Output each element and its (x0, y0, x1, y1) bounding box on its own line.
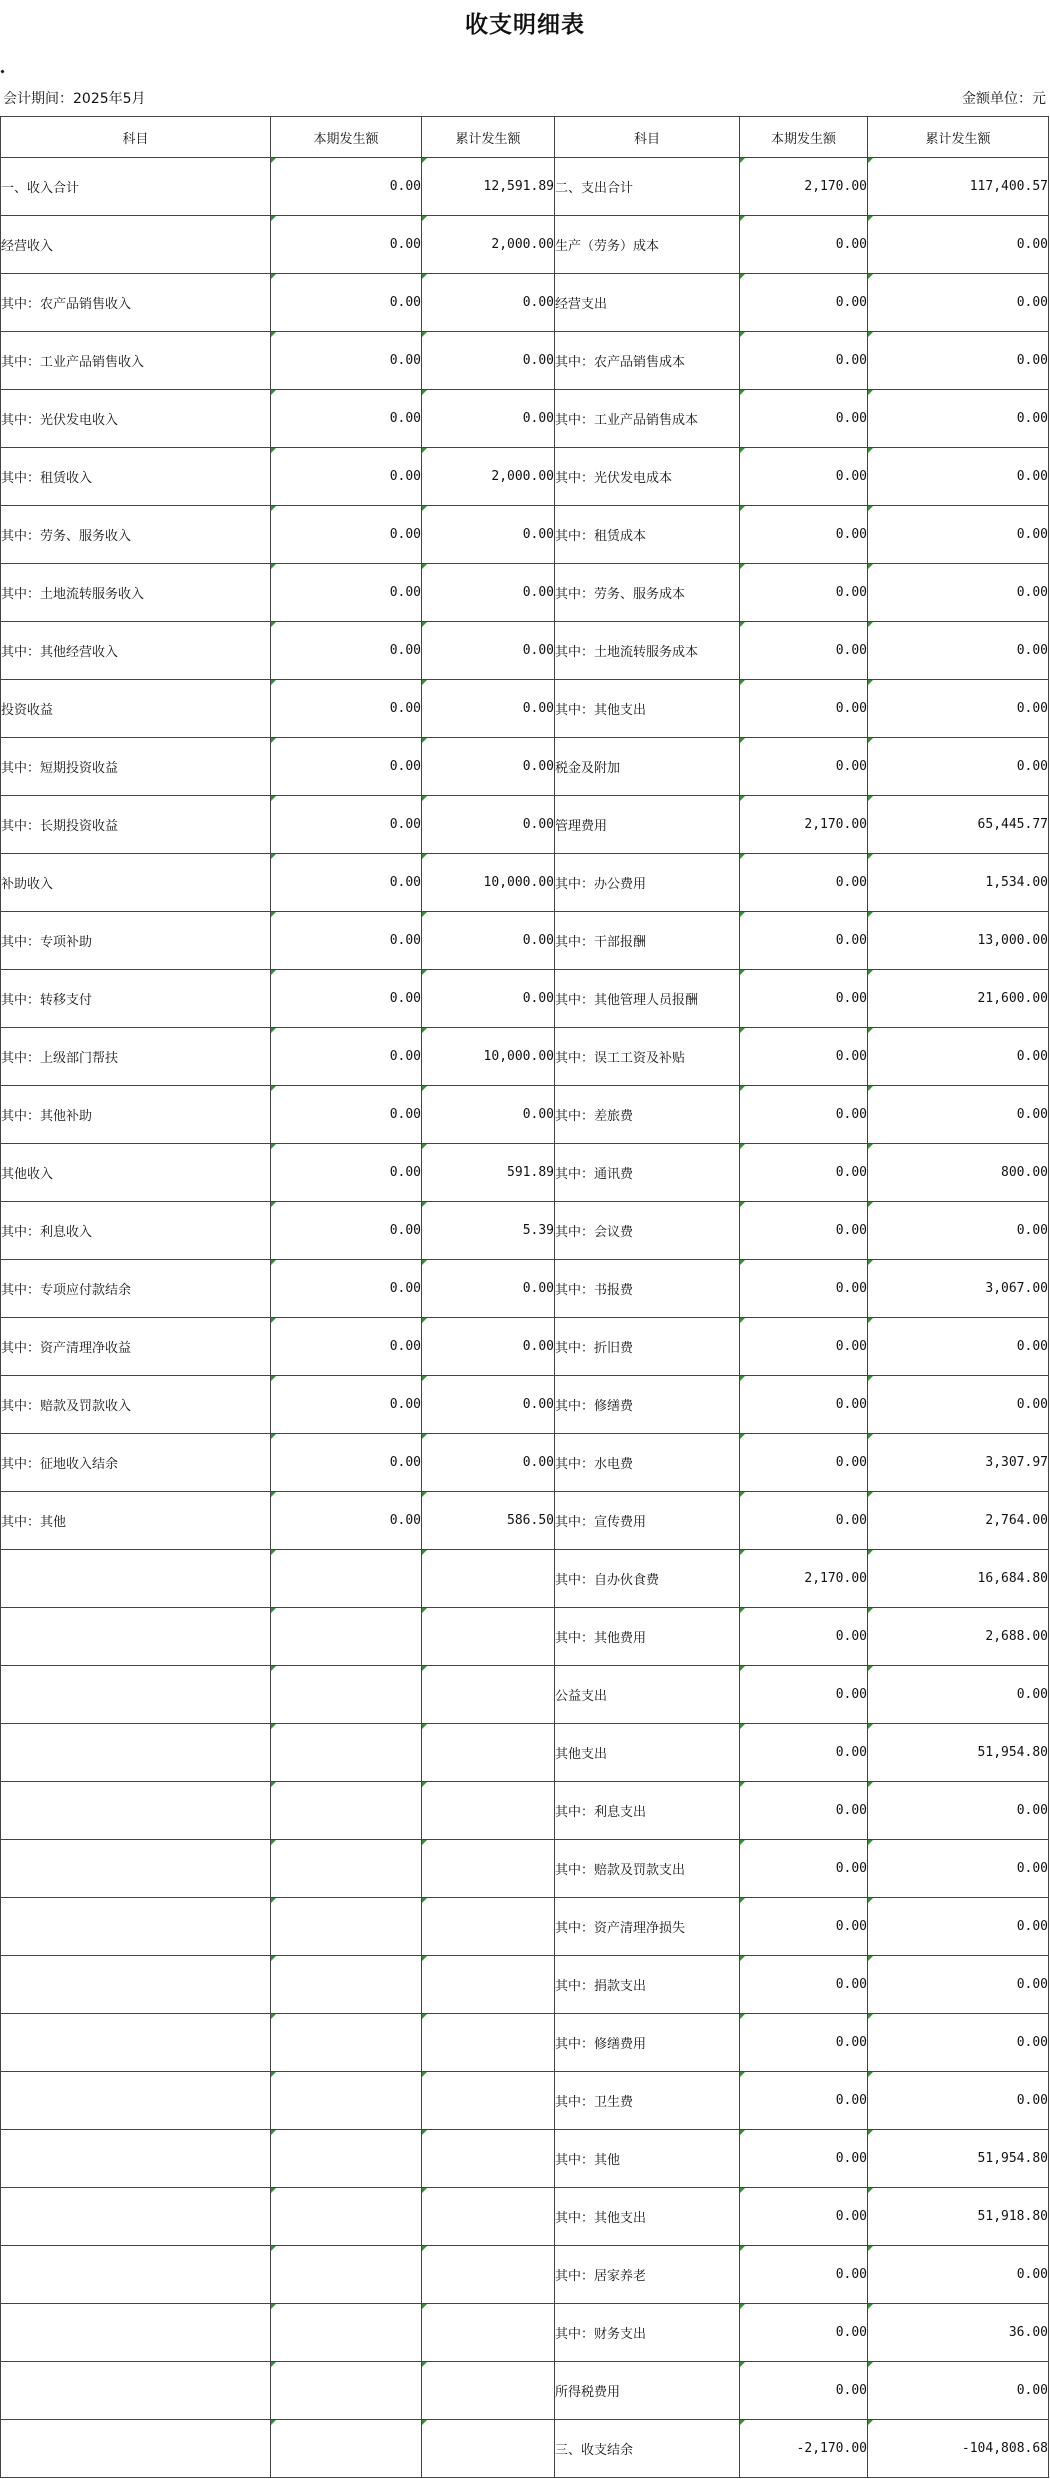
expense-current-amount: 0.00 (740, 680, 868, 738)
income-subject (1, 1724, 271, 1782)
expense-subject: 其中：赔款及罚款支出 (555, 1840, 740, 1898)
income-expense-table (0, 116, 1049, 2478)
income-subject: 其中：其他 (1, 1492, 271, 1550)
income-subject: 其中：上级部门帮扶 (1, 1028, 271, 1086)
expense-subject: 其中：利息支出 (555, 1782, 740, 1840)
income-subject: 其中：转移支付 (1, 970, 271, 1028)
expense-subject: 其中：其他支出 (555, 2188, 740, 2246)
table-row (1, 390, 1049, 448)
expense-subject: 其中：自办伙食费 (555, 1550, 740, 1608)
expense-current-amount: 0.00 (740, 1318, 868, 1376)
income-current-amount: 0.00 (271, 912, 422, 970)
expense-subject: 其中：水电费 (555, 1434, 740, 1492)
expense-current-amount: 0.00 (740, 2362, 868, 2420)
expense-current-amount: 2,170.00 (740, 1550, 868, 1608)
income-cumulative-amount: 0.00 (422, 1086, 555, 1144)
expense-cumulative-amount: 36.00 (868, 2304, 1049, 2362)
expense-subject: 其中：差旅费 (555, 1086, 740, 1144)
expense-current-amount: 0.00 (740, 738, 868, 796)
expense-cumulative-amount: 800.00 (868, 1144, 1049, 1202)
income-cumulative-amount (422, 2014, 555, 2072)
expense-current-amount: 0.00 (740, 2130, 868, 2188)
income-subject (1, 1608, 271, 1666)
expense-current-amount: 0.00 (740, 1782, 868, 1840)
expense-subject: 其中：租赁成本 (555, 506, 740, 564)
income-subject: 补助收入 (1, 854, 271, 912)
income-cumulative-amount: 0.00 (422, 738, 555, 796)
header-current-left: 本期发生额 (271, 117, 422, 158)
income-subject (1, 2188, 271, 2246)
table-row (1, 680, 1049, 738)
income-current-amount (271, 2014, 422, 2072)
expense-current-amount: 0.00 (740, 1492, 868, 1550)
income-cumulative-amount: 10,000.00 (422, 1028, 555, 1086)
expense-subject: 其中：工业产品销售成本 (555, 390, 740, 448)
expense-subject: 其中：干部报酬 (555, 912, 740, 970)
expense-current-amount: 0.00 (740, 1956, 868, 2014)
income-current-amount: 0.00 (271, 738, 422, 796)
expense-cumulative-amount: 0.00 (868, 1028, 1049, 1086)
income-cumulative-amount (422, 1782, 555, 1840)
expense-subject: 其中：通讯费 (555, 1144, 740, 1202)
income-current-amount: 0.00 (271, 680, 422, 738)
expense-cumulative-amount: 0.00 (868, 1956, 1049, 2014)
expense-cumulative-amount: 0.00 (868, 216, 1049, 274)
table-body (1, 158, 1049, 2478)
income-cumulative-amount (422, 2130, 555, 2188)
income-current-amount: 0.00 (271, 1318, 422, 1376)
expense-cumulative-amount: 0.00 (868, 564, 1049, 622)
expense-subject: 其中：居家养老 (555, 2246, 740, 2304)
income-subject: 其中：劳务、服务收入 (1, 506, 271, 564)
income-cumulative-amount (422, 1840, 555, 1898)
table-row (1, 1260, 1049, 1318)
income-subject (1, 2420, 271, 2478)
expense-current-amount: 2,170.00 (740, 796, 868, 854)
expense-subject: 三、收支结余 (555, 2420, 740, 2478)
expense-subject: 经营支出 (555, 274, 740, 332)
income-current-amount: 0.00 (271, 970, 422, 1028)
income-subject (1, 1840, 271, 1898)
table-row (1, 2246, 1049, 2304)
header-row (1, 117, 1049, 158)
expense-cumulative-amount: 0.00 (868, 390, 1049, 448)
income-cumulative-amount (422, 2072, 555, 2130)
table-row (1, 2130, 1049, 2188)
expense-subject: 其中：书报费 (555, 1260, 740, 1318)
income-subject (1, 1956, 271, 2014)
table-row (1, 738, 1049, 796)
table-row (1, 622, 1049, 680)
income-current-amount: 0.00 (271, 564, 422, 622)
expense-cumulative-amount: 51,954.80 (868, 1724, 1049, 1782)
income-current-amount: 0.00 (271, 448, 422, 506)
expense-current-amount: 0.00 (740, 1666, 868, 1724)
table-row (1, 2420, 1049, 2478)
expense-subject: 其中：折旧费 (555, 1318, 740, 1376)
income-current-amount: 0.00 (271, 1202, 422, 1260)
income-cumulative-amount: 0.00 (422, 796, 555, 854)
income-current-amount (271, 2130, 422, 2188)
expense-subject: 公益支出 (555, 1666, 740, 1724)
table-row (1, 1028, 1049, 1086)
expense-subject: 其中：财务支出 (555, 2304, 740, 2362)
expense-cumulative-amount: 0.00 (868, 506, 1049, 564)
table-row (1, 1724, 1049, 1782)
expense-subject: 税金及附加 (555, 738, 740, 796)
expense-current-amount: 0.00 (740, 1202, 868, 1260)
expense-cumulative-amount: 0.00 (868, 738, 1049, 796)
expense-cumulative-amount: 3,067.00 (868, 1260, 1049, 1318)
income-subject: 其中：光伏发电收入 (1, 390, 271, 448)
income-subject: 经营收入 (1, 216, 271, 274)
expense-subject: 其中：资产清理净损失 (555, 1898, 740, 1956)
income-current-amount (271, 2246, 422, 2304)
income-current-amount (271, 2188, 422, 2246)
expense-cumulative-amount: 0.00 (868, 1782, 1049, 1840)
income-cumulative-amount: 0.00 (422, 912, 555, 970)
expense-current-amount: 0.00 (740, 506, 868, 564)
income-subject: 其中：土地流转服务收入 (1, 564, 271, 622)
income-current-amount (271, 1840, 422, 1898)
table-row (1, 912, 1049, 970)
expense-cumulative-amount: 0.00 (868, 1086, 1049, 1144)
table-row (1, 970, 1049, 1028)
expense-cumulative-amount: 0.00 (868, 2246, 1049, 2304)
expense-subject: 管理费用 (555, 796, 740, 854)
expense-current-amount: 2,170.00 (740, 158, 868, 216)
table-row (1, 2304, 1049, 2362)
income-subject: 其中：征地收入结余 (1, 1434, 271, 1492)
income-cumulative-amount (422, 1898, 555, 1956)
expense-cumulative-amount: 0.00 (868, 448, 1049, 506)
income-cumulative-amount: 0.00 (422, 1260, 555, 1318)
expense-cumulative-amount: 0.00 (868, 1318, 1049, 1376)
income-subject: 其中：工业产品销售收入 (1, 332, 271, 390)
expense-current-amount: 0.00 (740, 564, 868, 622)
expense-cumulative-amount: 0.00 (868, 2362, 1049, 2420)
table-row (1, 2072, 1049, 2130)
expense-current-amount: 0.00 (740, 1898, 868, 1956)
header-current-right: 本期发生额 (740, 117, 868, 158)
expense-subject: 其中：其他支出 (555, 680, 740, 738)
expense-current-amount: 0.00 (740, 448, 868, 506)
expense-subject: 所得税费用 (555, 2362, 740, 2420)
expense-subject: 其中：会议费 (555, 1202, 740, 1260)
header-subject-right: 科目 (555, 117, 740, 158)
expense-subject: 其中：宣传费用 (555, 1492, 740, 1550)
income-cumulative-amount (422, 2304, 555, 2362)
income-cumulative-amount: 10,000.00 (422, 854, 555, 912)
income-current-amount: 0.00 (271, 1144, 422, 1202)
expense-cumulative-amount: 0.00 (868, 680, 1049, 738)
expense-current-amount: 0.00 (740, 970, 868, 1028)
header-cumulative-left: 累计发生额 (422, 117, 555, 158)
income-subject: 其中：赔款及罚款收入 (1, 1376, 271, 1434)
page-title: 收支明细表 (465, 11, 585, 38)
expense-current-amount: 0.00 (740, 1028, 868, 1086)
expense-cumulative-amount: 0.00 (868, 1666, 1049, 1724)
expense-current-amount: -2,170.00 (740, 2420, 868, 2478)
income-current-amount: 0.00 (271, 854, 422, 912)
table-row (1, 2188, 1049, 2246)
income-current-amount: 0.00 (271, 1086, 422, 1144)
income-subject (1, 1666, 271, 1724)
income-cumulative-amount: 591.89 (422, 1144, 555, 1202)
income-subject: 其中：利息收入 (1, 1202, 271, 1260)
income-subject: 其他收入 (1, 1144, 271, 1202)
income-subject (1, 2246, 271, 2304)
income-current-amount (271, 2362, 422, 2420)
income-current-amount (271, 2420, 422, 2478)
expense-cumulative-amount: 0.00 (868, 1376, 1049, 1434)
table-row (1, 1376, 1049, 1434)
table-row (1, 1956, 1049, 2014)
expense-cumulative-amount: 51,954.80 (868, 2130, 1049, 2188)
income-cumulative-amount (422, 1550, 555, 1608)
table-row (1, 1898, 1049, 1956)
expense-subject: 其他支出 (555, 1724, 740, 1782)
income-subject (1, 1898, 271, 1956)
income-subject (1, 2130, 271, 2188)
table-row (1, 1434, 1049, 1492)
expense-current-amount: 0.00 (740, 2246, 868, 2304)
expense-cumulative-amount: 65,445.77 (868, 796, 1049, 854)
header-cumulative-right: 累计发生额 (868, 117, 1049, 158)
table-row (1, 448, 1049, 506)
expense-cumulative-amount: 2,688.00 (868, 1608, 1049, 1666)
expense-current-amount: 0.00 (740, 1376, 868, 1434)
income-cumulative-amount (422, 1608, 555, 1666)
expense-subject: 生产（劳务）成本 (555, 216, 740, 274)
expense-subject: 其中：其他管理人员报酬 (555, 970, 740, 1028)
table-row (1, 332, 1049, 390)
income-current-amount: 0.00 (271, 622, 422, 680)
corner-mark (0, 69, 4, 73)
table-row (1, 158, 1049, 216)
income-cumulative-amount (422, 1666, 555, 1724)
expense-cumulative-amount: 0.00 (868, 1840, 1049, 1898)
expense-subject: 其中：劳务、服务成本 (555, 564, 740, 622)
income-cumulative-amount: 0.00 (422, 274, 555, 332)
expense-current-amount: 0.00 (740, 622, 868, 680)
income-cumulative-amount: 2,000.00 (422, 216, 555, 274)
income-cumulative-amount: 0.00 (422, 506, 555, 564)
income-current-amount: 0.00 (271, 1260, 422, 1318)
header-subject-left: 科目 (1, 117, 271, 158)
expense-current-amount: 0.00 (740, 1434, 868, 1492)
table-row (1, 2014, 1049, 2072)
income-cumulative-amount: 586.50 (422, 1492, 555, 1550)
table-row (1, 1492, 1049, 1550)
expense-subject: 其中：捐款支出 (555, 1956, 740, 2014)
expense-current-amount: 0.00 (740, 1724, 868, 1782)
expense-current-amount: 0.00 (740, 2304, 868, 2362)
table-row (1, 1144, 1049, 1202)
income-current-amount: 0.00 (271, 506, 422, 564)
income-subject: 其中：专项应付款结余 (1, 1260, 271, 1318)
table-row (1, 1840, 1049, 1898)
expense-cumulative-amount: 0.00 (868, 332, 1049, 390)
table-row (1, 564, 1049, 622)
expense-cumulative-amount: 2,764.00 (868, 1492, 1049, 1550)
expense-cumulative-amount: 0.00 (868, 2014, 1049, 2072)
expense-subject: 其中：误工工资及补贴 (555, 1028, 740, 1086)
expense-subject: 其中：其他 (555, 2130, 740, 2188)
expense-subject: 其中：土地流转服务成本 (555, 622, 740, 680)
income-current-amount (271, 1956, 422, 2014)
table-row (1, 2362, 1049, 2420)
income-cumulative-amount (422, 2188, 555, 2246)
income-subject (1, 2304, 271, 2362)
expense-cumulative-amount: 0.00 (868, 274, 1049, 332)
income-current-amount (271, 1724, 422, 1782)
expense-subject: 二、支出合计 (555, 158, 740, 216)
income-cumulative-amount: 5.39 (422, 1202, 555, 1260)
expense-current-amount: 0.00 (740, 216, 868, 274)
income-current-amount: 0.00 (271, 216, 422, 274)
income-current-amount: 0.00 (271, 274, 422, 332)
expense-current-amount: 0.00 (740, 1840, 868, 1898)
income-cumulative-amount: 0.00 (422, 390, 555, 448)
table-row (1, 1202, 1049, 1260)
income-current-amount (271, 2072, 422, 2130)
income-subject (1, 1782, 271, 1840)
income-current-amount (271, 1782, 422, 1840)
expense-cumulative-amount: 0.00 (868, 2072, 1049, 2130)
income-subject: 其中：租赁收入 (1, 448, 271, 506)
table-row (1, 1608, 1049, 1666)
income-cumulative-amount: 0.00 (422, 332, 555, 390)
income-current-amount (271, 1666, 422, 1724)
income-cumulative-amount: 0.00 (422, 1318, 555, 1376)
income-current-amount: 0.00 (271, 1028, 422, 1086)
expense-current-amount: 0.00 (740, 912, 868, 970)
expense-current-amount: 0.00 (740, 1144, 868, 1202)
income-cumulative-amount: 12,591.89 (422, 158, 555, 216)
table-row (1, 1550, 1049, 1608)
expense-current-amount: 0.00 (740, 854, 868, 912)
income-current-amount (271, 1608, 422, 1666)
income-cumulative-amount (422, 2362, 555, 2420)
table-row (1, 1782, 1049, 1840)
table-row (1, 274, 1049, 332)
income-cumulative-amount: 0.00 (422, 1434, 555, 1492)
income-subject: 其中：其他补助 (1, 1086, 271, 1144)
expense-cumulative-amount: 3,307.97 (868, 1434, 1049, 1492)
income-subject (1, 2362, 271, 2420)
income-subject: 投资收益 (1, 680, 271, 738)
income-cumulative-amount: 0.00 (422, 680, 555, 738)
income-subject: 其中：短期投资收益 (1, 738, 271, 796)
expense-current-amount: 0.00 (740, 2014, 868, 2072)
table-row (1, 1318, 1049, 1376)
expense-subject: 其中：修缮费用 (555, 2014, 740, 2072)
income-current-amount: 0.00 (271, 796, 422, 854)
income-subject (1, 1550, 271, 1608)
expense-cumulative-amount: 0.00 (868, 1898, 1049, 1956)
income-subject (1, 2072, 271, 2130)
income-cumulative-amount: 0.00 (422, 1376, 555, 1434)
expense-cumulative-amount: 16,684.80 (868, 1550, 1049, 1608)
expense-subject: 其中：办公费用 (555, 854, 740, 912)
income-subject: 其中：农产品销售收入 (1, 274, 271, 332)
income-cumulative-amount: 0.00 (422, 622, 555, 680)
income-current-amount (271, 2304, 422, 2362)
table-row (1, 1666, 1049, 1724)
income-cumulative-amount: 0.00 (422, 564, 555, 622)
income-subject: 其中：资产清理净收益 (1, 1318, 271, 1376)
income-subject (1, 2014, 271, 2072)
expense-current-amount: 0.00 (740, 2188, 868, 2246)
income-cumulative-amount (422, 2246, 555, 2304)
income-current-amount: 0.00 (271, 390, 422, 448)
expense-current-amount: 0.00 (740, 274, 868, 332)
income-current-amount (271, 1550, 422, 1608)
expense-cumulative-amount: 1,534.00 (868, 854, 1049, 912)
table-row (1, 796, 1049, 854)
expense-subject: 其中：卫生费 (555, 2072, 740, 2130)
income-cumulative-amount: 0.00 (422, 970, 555, 1028)
expense-subject: 其中：修缮费 (555, 1376, 740, 1434)
income-current-amount: 0.00 (271, 1434, 422, 1492)
income-current-amount: 0.00 (271, 332, 422, 390)
expense-current-amount: 0.00 (740, 1608, 868, 1666)
table-row (1, 506, 1049, 564)
expense-cumulative-amount: 51,918.80 (868, 2188, 1049, 2246)
expense-cumulative-amount: 117,400.57 (868, 158, 1049, 216)
income-cumulative-amount (422, 1956, 555, 2014)
expense-current-amount: 0.00 (740, 2072, 868, 2130)
income-subject: 一、收入合计 (1, 158, 271, 216)
expense-cumulative-amount: 0.00 (868, 622, 1049, 680)
expense-subject: 其中：其他费用 (555, 1608, 740, 1666)
income-current-amount: 0.00 (271, 1492, 422, 1550)
expense-subject: 其中：光伏发电成本 (555, 448, 740, 506)
expense-current-amount: 0.00 (740, 1086, 868, 1144)
expense-current-amount: 0.00 (740, 390, 868, 448)
income-subject: 其中：长期投资收益 (1, 796, 271, 854)
income-cumulative-amount (422, 1724, 555, 1782)
income-current-amount (271, 1898, 422, 1956)
expense-current-amount: 0.00 (740, 332, 868, 390)
income-current-amount: 0.00 (271, 158, 422, 216)
income-subject: 其中：其他经营收入 (1, 622, 271, 680)
income-cumulative-amount: 2,000.00 (422, 448, 555, 506)
income-cumulative-amount (422, 2420, 555, 2478)
accounting-period: 会计期间：2025年5月 (3, 91, 146, 107)
expense-cumulative-amount: 21,600.00 (868, 970, 1049, 1028)
table-row (1, 1086, 1049, 1144)
currency-unit: 金额单位：元 (962, 91, 1046, 107)
expense-cumulative-amount: -104,808.68 (868, 2420, 1049, 2478)
table-row (1, 216, 1049, 274)
income-current-amount: 0.00 (271, 1376, 422, 1434)
expense-current-amount: 0.00 (740, 1260, 868, 1318)
expense-subject: 其中：农产品销售成本 (555, 332, 740, 390)
table-row (1, 854, 1049, 912)
income-subject: 其中：专项补助 (1, 912, 271, 970)
expense-cumulative-amount: 0.00 (868, 1202, 1049, 1260)
expense-cumulative-amount: 13,000.00 (868, 912, 1049, 970)
